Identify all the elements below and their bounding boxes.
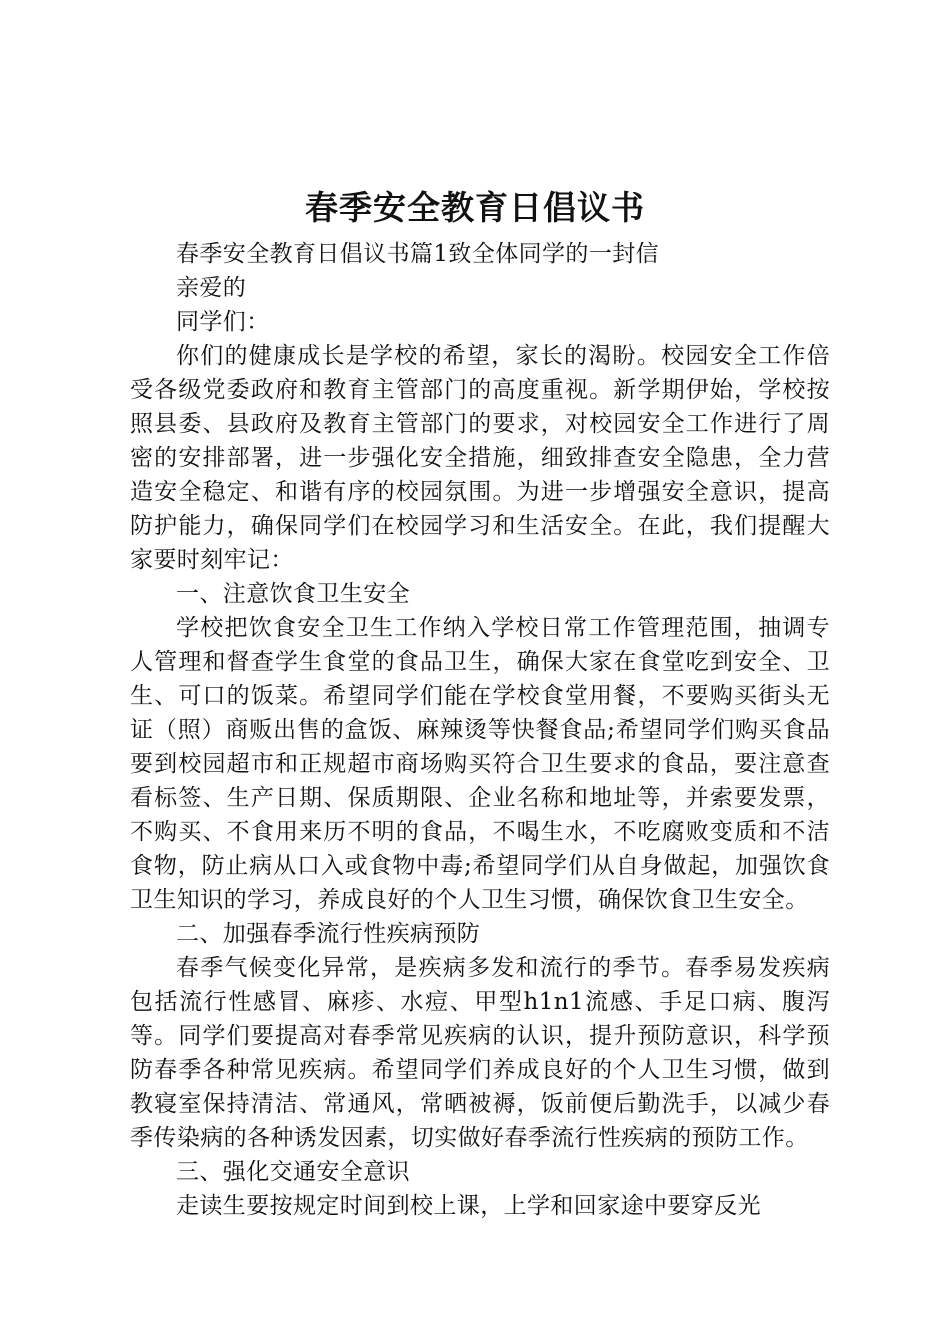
food-safety-paragraph: 学校把饮食安全卫生工作纳入学校日常工作管理范围，抽调专人管理和督查学生食堂的食品卫生，确保大家在食堂吃到安全、卫生、可口的饭菜。希望同学们能在学校食堂用餐，不要购买街头无证（照）商贩出售的盒饭、麻辣烫等快餐食品;希望同学们购买食品要到校园超市和正规超市商场购买符合卫生要求的食品，要注意查看标签、生产日期、保质期限、企业名称和地址等，并索要发票，不购买、不食用来历不明的食品，不喝生水，不吃腐败变质和不洁食物，防止病从口入或食物中毒;希望同学们从自身做起，加强饮食卫生知识的学习，养成良好的个人卫生习惯，确保饮食卫生安全。 [130, 615, 830, 913]
heading-letter: 春季安全教育日倡议书篇1致全体同学的一封信 [176, 241, 660, 267]
document-title: 春季安全教育日倡议书 [305, 188, 645, 227]
disease-prevention-paragraph: 春季气候变化异常，是疾病多发和流行的季节。春季易发疾病包括流行性感冒、麻疹、水痘、甲型h1n1流感、手足口病、腹泻等。同学们要提高对春季常见疾病的认识，提升预防意识，科学预防春季各种常见疾病。希望同学们养成良好的个人卫生习惯，做到教寝室保持清洁、常通风，常晒被褥，饭前便后勤洗手，以减少春季传染病的各种诱发因素，切实做好春季流行性疾病的预防工作。 [130, 955, 830, 1151]
section-heading-disease-prevention: 二、加强春季流行性疾病预防 [176, 921, 481, 947]
intro-paragraph: 你们的健康成长是学校的希望，家长的渴盼。校园安全工作倍受各级党委政府和教育主管部门的高度重视。新学期伊始，学校按照县委、县政府及教育主管部门的要求，对校园安全工作进行了周密的安排部署，进一步强化安全措施，细致排查安全隐患，全力营造安全稳定、和谐有序的校园氛围。为进一步增强安全意识，提高防护能力，确保同学们在校园学习和生活安全。在此，我们提醒大家要时刻牢记： [130, 343, 830, 573]
section-heading-food-safety: 一、注意饮食卫生安全 [176, 581, 410, 607]
document-body [130, 237, 830, 1223]
section-heading-traffic-safety: 三、强化交通安全意识 [176, 1159, 410, 1185]
salutation-line-2: 同学们： [176, 309, 270, 335]
salutation-line-1: 亲爱的 [176, 275, 247, 301]
traffic-safety-paragraph: 走读生要按规定时间到校上课，上学和回家途中要穿反光 [176, 1193, 761, 1219]
